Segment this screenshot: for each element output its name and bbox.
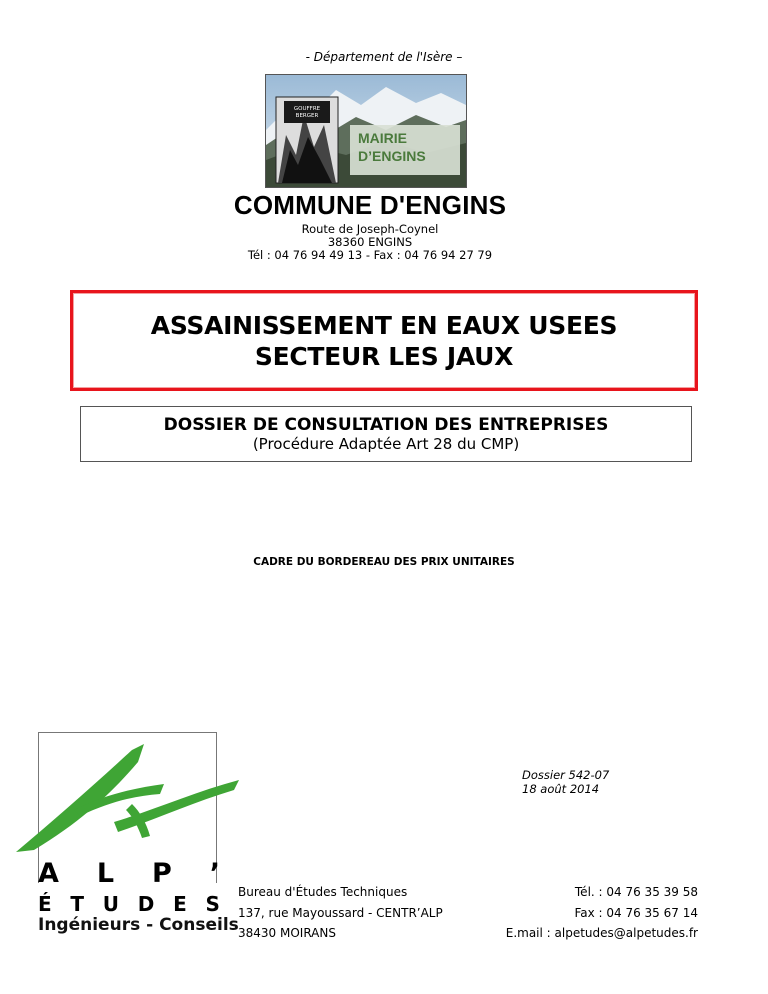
logo-letter: A [38,858,59,889]
consultation-subtitle: (Procédure Adaptée Art 28 du CMP) [252,434,520,453]
logo-letter: É [38,892,52,916]
company-fax: Fax : 04 76 35 67 14 [574,906,698,920]
consultation-title: DOSSIER DE CONSULTATION DES ENTREPRISES [163,414,609,435]
consultation-box [80,406,692,462]
mairie-logo [265,74,467,188]
company-address-line2: 137, rue Mayoussard - CENTR’ALP [238,906,443,920]
logo-label-line2: D’ENGINS [358,148,426,164]
company-email: E.mail : alpetudes@alpetudes.fr [505,926,698,940]
dossier-info [522,768,609,796]
commune-title: COMMUNE D'ENGINS [233,190,507,220]
company-address-line3: 38430 MOIRANS [238,926,336,940]
commune-address-line2: 38360 ENGINS [327,235,413,249]
dossier-date: 18 août 2014 [522,782,600,796]
department-label: - Département de l'Isère – [305,50,463,64]
project-title-line2: SECTEUR LES JAUX [254,341,514,371]
logo-letter: T [70,892,85,916]
commune-address-line1: Route de Joseph-Coynel [301,222,439,236]
logo-letter: P [152,858,172,889]
logo-letter: S [205,892,220,916]
logo-badge-line2: BERGER [295,113,319,119]
logo-letter: ’ [209,858,220,889]
logo-letter: D [137,892,155,916]
logo-badge-line1: GOUFFRE [293,106,321,112]
logo-label-line1: MAIRIE [358,130,407,146]
logo-letter: L [96,858,115,889]
company-address-line1: Bureau d'Études Techniques [238,885,408,899]
company-phone: Tél. : 04 76 35 39 58 [574,885,698,899]
logo-letter: E [173,892,187,916]
company-logo-alp [38,858,220,889]
project-title-box [70,290,698,391]
company-logo-swoosh [14,740,244,860]
logo-letter: U [102,892,120,916]
document-type: CADRE DU BORDEREAU DES PRIX UNITAIRES [253,556,515,568]
commune-contact-line: Tél : 04 76 94 49 13 - Fax : 04 76 94 27 79 [247,248,493,262]
project-title-line1: ASSAINISSEMENT EN EAUX USEES [150,310,618,340]
dossier-number: Dossier 542-07 [522,768,610,782]
company-logo-etudes [38,892,220,916]
company-logo-tagline: Ingénieurs - Conseils [38,915,239,935]
